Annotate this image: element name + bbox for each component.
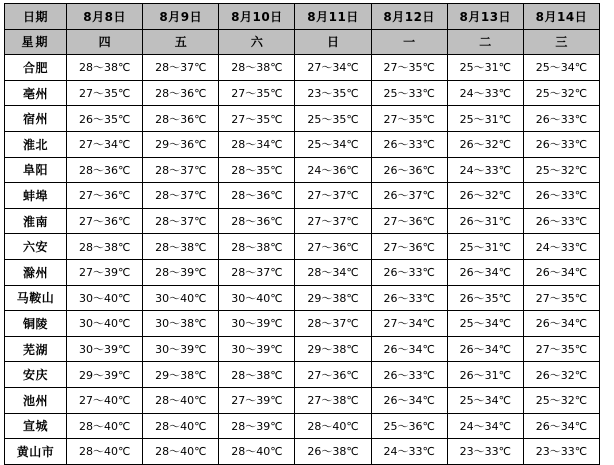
weekday-cell: 日 (295, 29, 371, 55)
city-name: 淮南 (5, 208, 67, 234)
temperature-cell: 26～33℃ (371, 259, 447, 285)
weekday-cell: 六 (219, 29, 295, 55)
temperature-cell: 24～33℃ (523, 234, 599, 260)
city-name: 黄山市 (5, 439, 67, 465)
temperature-cell: 28～36℃ (67, 157, 143, 183)
table-row (5, 311, 600, 337)
temperature-cell: 27～37℃ (295, 208, 371, 234)
table-row (5, 362, 600, 388)
temperature-cell: 26～33℃ (523, 131, 599, 157)
temperature-cell: 28～40℃ (295, 413, 371, 439)
temperature-cell: 26～31℃ (447, 208, 523, 234)
temperature-cell: 27～35℃ (67, 80, 143, 106)
temperature-cell: 26～32℃ (447, 183, 523, 209)
temperature-cell: 28～37℃ (219, 259, 295, 285)
temperature-cell: 30～40℃ (143, 285, 219, 311)
temperature-cell: 28～36℃ (219, 183, 295, 209)
date-cell: 8月8日 (67, 4, 143, 30)
temperature-cell: 28～37℃ (143, 157, 219, 183)
temperature-cell: 27～37℃ (295, 183, 371, 209)
temperature-cell: 27～35℃ (371, 55, 447, 81)
temperature-cell: 24～33℃ (447, 80, 523, 106)
date-cell: 8月13日 (447, 4, 523, 30)
temperature-cell: 28～38℃ (219, 55, 295, 81)
temperature-cell: 28～37℃ (143, 55, 219, 81)
temperature-cell: 28～39℃ (143, 259, 219, 285)
temperature-cell: 27～34℃ (371, 311, 447, 337)
city-name: 铜陵 (5, 311, 67, 337)
temperature-cell: 26～38℃ (295, 439, 371, 465)
temperature-cell: 25～31℃ (447, 55, 523, 81)
temperature-cell: 26～33℃ (523, 106, 599, 132)
temperature-cell: 27～35℃ (219, 80, 295, 106)
temperature-cell: 26～35℃ (447, 285, 523, 311)
temperature-cell: 29～38℃ (295, 336, 371, 362)
weekday-row (5, 29, 600, 55)
temperature-cell: 29～39℃ (67, 362, 143, 388)
table-row (5, 387, 600, 413)
temperature-cell: 25～32℃ (523, 80, 599, 106)
temperature-cell: 26～33℃ (523, 208, 599, 234)
temperature-cell: 30～40℃ (67, 285, 143, 311)
temperature-cell: 28～38℃ (219, 362, 295, 388)
temperature-cell: 26～33℃ (371, 285, 447, 311)
temperature-cell: 28～40℃ (143, 439, 219, 465)
temperature-cell: 28～40℃ (143, 387, 219, 413)
temperature-cell: 25～36℃ (371, 413, 447, 439)
temperature-cell: 27～35℃ (523, 285, 599, 311)
temperature-cell: 30～39℃ (143, 336, 219, 362)
temperature-cell: 27～36℃ (67, 183, 143, 209)
temperature-cell: 28～36℃ (143, 80, 219, 106)
temperature-cell: 26～36℃ (371, 157, 447, 183)
table-row (5, 259, 600, 285)
city-name: 六安 (5, 234, 67, 260)
temperature-cell: 27～40℃ (67, 387, 143, 413)
table-row (5, 55, 600, 81)
temperature-cell: 27～35℃ (523, 336, 599, 362)
city-name: 安庆 (5, 362, 67, 388)
temperature-cell: 28～35℃ (219, 157, 295, 183)
temperature-cell: 30～39℃ (219, 336, 295, 362)
temperature-cell: 26～32℃ (523, 362, 599, 388)
temperature-cell: 30～39℃ (219, 311, 295, 337)
temperature-cell: 27～36℃ (295, 234, 371, 260)
table-row (5, 157, 600, 183)
temperature-cell: 30～39℃ (67, 336, 143, 362)
temperature-cell: 27～34℃ (295, 55, 371, 81)
weekday-label: 星期 (5, 29, 67, 55)
weekday-cell: 五 (143, 29, 219, 55)
temperature-cell: 25～34℃ (295, 131, 371, 157)
temperature-cell: 26～34℃ (523, 311, 599, 337)
temperature-cell: 26～34℃ (523, 259, 599, 285)
city-name: 滁州 (5, 259, 67, 285)
temperature-cell: 25～31℃ (447, 106, 523, 132)
temperature-cell: 28～38℃ (67, 234, 143, 260)
forecast-table (4, 3, 600, 465)
temperature-cell: 29～36℃ (143, 131, 219, 157)
weekday-cell: 三 (523, 29, 599, 55)
city-name: 宿州 (5, 106, 67, 132)
temperature-cell: 28～37℃ (143, 183, 219, 209)
temperature-cell: 25～32℃ (523, 387, 599, 413)
table-header (5, 4, 600, 55)
table-row (5, 285, 600, 311)
temperature-cell: 28～40℃ (219, 439, 295, 465)
temperature-cell: 25～31℃ (447, 234, 523, 260)
temperature-cell: 26～34℃ (447, 336, 523, 362)
city-name: 马鞍山 (5, 285, 67, 311)
temperature-cell: 24～34℃ (447, 413, 523, 439)
city-name: 亳州 (5, 80, 67, 106)
temperature-cell: 27～35℃ (219, 106, 295, 132)
temperature-cell: 28～39℃ (219, 413, 295, 439)
temperature-cell: 29～38℃ (295, 285, 371, 311)
temperature-cell: 23～33℃ (447, 439, 523, 465)
table-row (5, 80, 600, 106)
temperature-cell: 28～37℃ (143, 208, 219, 234)
temperature-cell: 28～38℃ (219, 234, 295, 260)
temperature-cell: 29～38℃ (143, 362, 219, 388)
temperature-cell: 25～34℃ (523, 55, 599, 81)
date-cell: 8月14日 (523, 4, 599, 30)
weekday-cell: 二 (447, 29, 523, 55)
temperature-cell: 26～32℃ (447, 131, 523, 157)
temperature-cell: 30～38℃ (143, 311, 219, 337)
temperature-cell: 28～36℃ (143, 106, 219, 132)
temperature-cell: 28～40℃ (143, 413, 219, 439)
temperature-cell: 25～33℃ (371, 80, 447, 106)
temperature-cell: 25～34℃ (447, 311, 523, 337)
table-row (5, 183, 600, 209)
weekday-cell: 四 (67, 29, 143, 55)
temperature-cell: 27～39℃ (219, 387, 295, 413)
temperature-cell: 26～34℃ (371, 387, 447, 413)
temperature-cell: 30～40℃ (219, 285, 295, 311)
city-name: 芜湖 (5, 336, 67, 362)
temperature-cell: 28～40℃ (67, 413, 143, 439)
temperature-cell: 28～38℃ (143, 234, 219, 260)
city-name: 阜阳 (5, 157, 67, 183)
date-cell: 8月12日 (371, 4, 447, 30)
date-label: 日期 (5, 4, 67, 30)
temperature-cell: 30～40℃ (67, 311, 143, 337)
temperature-cell: 28～40℃ (67, 439, 143, 465)
temperature-cell: 24～36℃ (295, 157, 371, 183)
temperature-cell: 27～34℃ (67, 131, 143, 157)
city-name: 蚌埠 (5, 183, 67, 209)
city-name: 池州 (5, 387, 67, 413)
date-cell: 8月9日 (143, 4, 219, 30)
city-name: 淮北 (5, 131, 67, 157)
temperature-cell: 25～35℃ (295, 106, 371, 132)
temperature-cell: 26～34℃ (447, 259, 523, 285)
weekday-cell: 一 (371, 29, 447, 55)
temperature-cell: 26～33℃ (371, 362, 447, 388)
date-row (5, 4, 600, 30)
temperature-cell: 27～38℃ (295, 387, 371, 413)
city-name: 宣城 (5, 413, 67, 439)
temperature-cell: 23～33℃ (523, 439, 599, 465)
temperature-cell: 28～34℃ (219, 131, 295, 157)
table-row (5, 131, 600, 157)
table-body (5, 55, 600, 465)
date-cell: 8月11日 (295, 4, 371, 30)
temperature-cell: 26～34℃ (523, 413, 599, 439)
temperature-cell: 27～36℃ (295, 362, 371, 388)
temperature-cell: 28～36℃ (219, 208, 295, 234)
temperature-cell: 26～33℃ (523, 183, 599, 209)
temperature-cell: 27～36℃ (371, 208, 447, 234)
table-row (5, 106, 600, 132)
temperature-cell: 26～34℃ (371, 336, 447, 362)
temperature-cell: 27～39℃ (67, 259, 143, 285)
city-name: 合肥 (5, 55, 67, 81)
temperature-cell: 24～33℃ (447, 157, 523, 183)
table-row (5, 336, 600, 362)
table-row (5, 234, 600, 260)
temperature-cell: 27～35℃ (371, 106, 447, 132)
temperature-cell: 28～37℃ (295, 311, 371, 337)
temperature-cell: 26～35℃ (67, 106, 143, 132)
temperature-cell: 26～33℃ (371, 131, 447, 157)
temperature-cell: 25～34℃ (447, 387, 523, 413)
date-cell: 8月10日 (219, 4, 295, 30)
temperature-cell: 28～38℃ (67, 55, 143, 81)
temperature-cell: 26～31℃ (447, 362, 523, 388)
temperature-cell: 24～33℃ (371, 439, 447, 465)
temperature-cell: 28～34℃ (295, 259, 371, 285)
table-row (5, 413, 600, 439)
temperature-cell: 26～37℃ (371, 183, 447, 209)
temperature-cell: 23～35℃ (295, 80, 371, 106)
temperature-cell: 27～36℃ (67, 208, 143, 234)
table-row (5, 208, 600, 234)
temperature-cell: 25～32℃ (523, 157, 599, 183)
temperature-cell: 27～36℃ (371, 234, 447, 260)
table-row (5, 439, 600, 465)
